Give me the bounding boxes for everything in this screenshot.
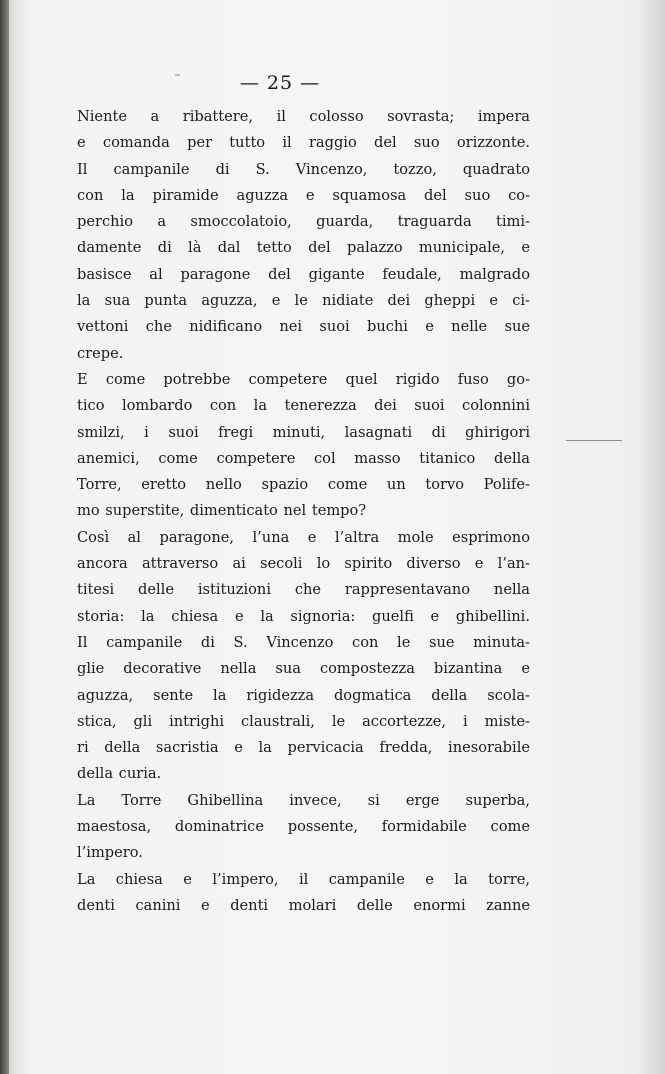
- text-line: La chiesa e l’impero, il campanile e la torre,: [77, 870, 530, 888]
- text-line: maestosa, dominatrice possente, formidabile come: [77, 818, 530, 836]
- text-line: E come potrebbe competere quel rigido fuso go-: [77, 370, 530, 388]
- page-edge-shadow: [637, 0, 665, 1074]
- text-line: smilzi, i suoi fregi minuti, lasagnati di ghirigori: [77, 423, 530, 441]
- text-line: e comanda per tutto il raggio del suo orizzonte.: [77, 134, 530, 152]
- text-line: l’impero.: [77, 844, 143, 862]
- text-line: Il campanile di S. Vincenzo, tozzo, quadrato: [77, 160, 530, 178]
- text-line: con la piramide aguzza e squamosa del suo co-: [77, 186, 530, 204]
- text-line: della curia.: [77, 765, 162, 783]
- text-line: ri della sacristia e la pervicacia fredda, inesorabile: [77, 739, 530, 757]
- text-line: denti canini e denti molari delle enormi zanne: [77, 896, 530, 914]
- text-line: Così al paragone, l’una e l’altra mole esprimono: [77, 528, 530, 546]
- text-line: crepe.: [77, 344, 124, 362]
- text-line: Il campanile di S. Vincenzo con le sue minuta-: [77, 633, 530, 651]
- body-text: [77, 104, 530, 919]
- text-line: damente di là dal tetto del palazzo municipale, e: [77, 239, 530, 257]
- page-binding-shadow: [0, 0, 9, 1074]
- text-line: glie decorative nella sua compostezza bizantina e: [77, 660, 530, 678]
- text-line: aguzza, sente la rigidezza dogmatica della scola-: [77, 686, 530, 704]
- text-line: perchio a smoccolatoio, guarda, traguarda timi-: [77, 213, 530, 231]
- text-line: ancora attraverso ai secoli lo spirito diverso e l’an-: [77, 555, 530, 573]
- text-line: Torre, eretto nello spazio come un torvo Polife-: [77, 476, 530, 494]
- text-line: basisce al paragone del gigante feudale, malgrado: [77, 265, 530, 283]
- text-line: Niente a ribattere, il colosso sovrasta; impera: [77, 108, 530, 125]
- text-line: titesi delle istituzioni che rappresentavano nella: [77, 581, 530, 599]
- text-line: tico lombardo con la tenerezza dei suoi colonnini: [77, 397, 530, 415]
- text-line: stica, gli intrighi claustrali, le accortezze, i miste-: [77, 712, 530, 730]
- text-line: mo superstite, dimenticato nel tempo?: [77, 502, 367, 520]
- page-number: — 25 —: [239, 72, 321, 94]
- text-line: anemici, come competere col masso titanico della: [77, 449, 530, 467]
- text-line: vettoni che nidificano nei suoi buchi e nelle sue: [77, 318, 530, 336]
- text-line: La Torre Ghibellina invece, si erge superba,: [77, 791, 530, 809]
- margin-pencil-mark: [566, 440, 622, 441]
- text-line: storia: la chiesa e la signoria: guelfi e ghibellini.: [77, 607, 530, 625]
- text-line: la sua punta aguzza, e le nidiate dei gheppi e ci-: [77, 292, 530, 310]
